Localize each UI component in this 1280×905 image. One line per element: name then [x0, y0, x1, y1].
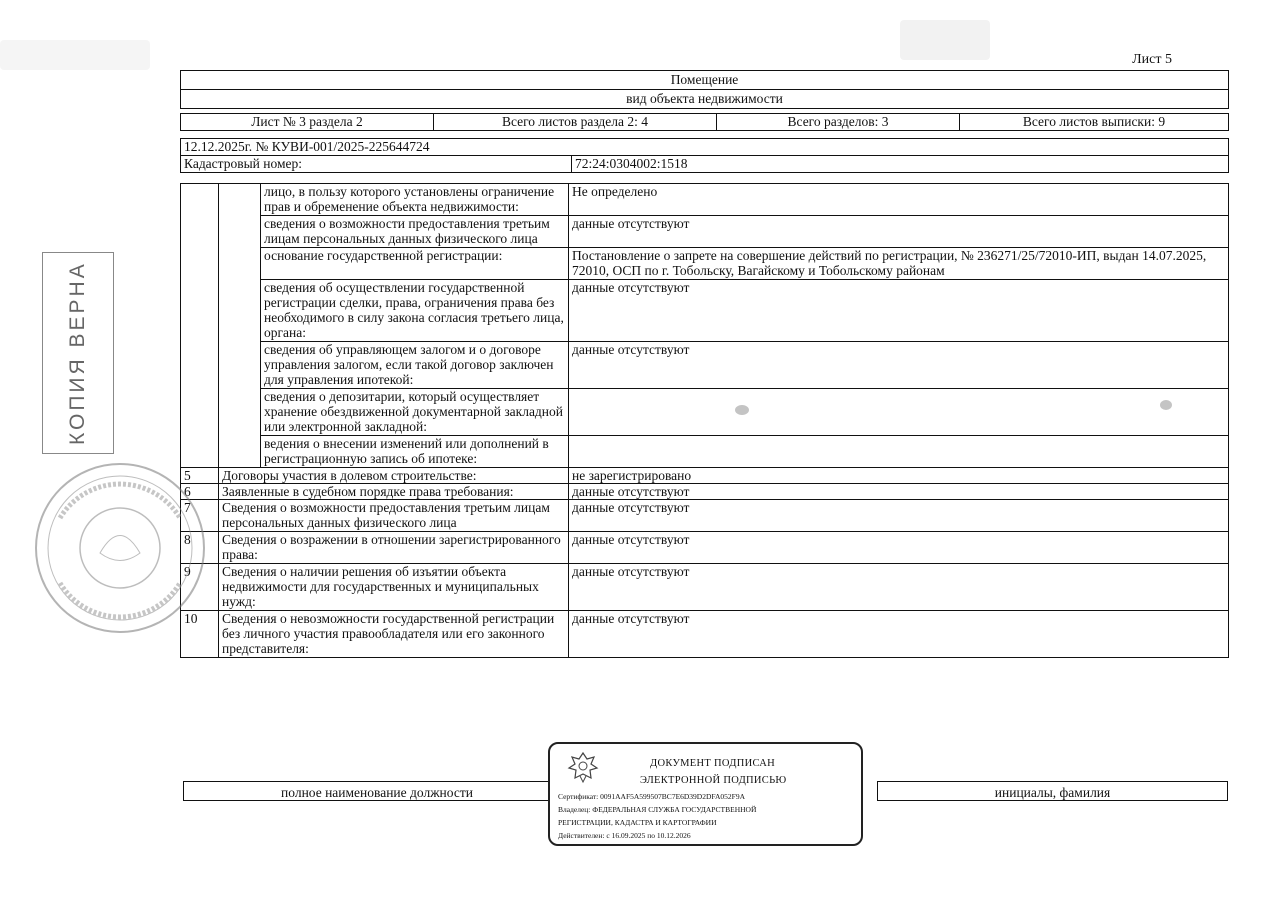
section-sheets-total: Всего листов раздела 2: 4: [434, 114, 717, 131]
row-label: Заявленные в судебном порядке права требования:: [219, 484, 569, 500]
cadastral-number: 72:24:0304002:1518: [572, 156, 1229, 173]
sub-row-label: сведения о возможности предоставления третьим лицам персональных данных физического лица: [261, 216, 569, 248]
sheet-of-section: Лист № 3 раздела 2: [181, 114, 434, 131]
stamp-title: ДОКУМЕНТ ПОДПИСАН: [650, 758, 776, 769]
extract-sheets-total: Всего листов выписки: 9: [960, 114, 1229, 131]
electronic-signature-stamp: [548, 742, 863, 846]
object-kind-label: вид объекта недвижимости: [181, 90, 1229, 109]
sub-row-value: Не определено: [569, 184, 1229, 216]
document-number: 12.12.2025г. № КУВИ-001/2025-225644724: [181, 139, 1229, 156]
row-label: Сведения о наличии решения об изъятии объекта недвижимости для государственных и муниципальных нужд:: [219, 564, 569, 611]
sub-row-value: Постановление о запрете на совершение действий по регистрации, № 236271/25/72010-ИП, выдан 14.07.2025, 72010, ОСП по г. Тобольску, Вагайскому и Тобольскому районам: [569, 248, 1229, 280]
row-label: Сведения о возможности предоставления третьим лицам персональных данных физического лица: [219, 500, 569, 532]
stamp-owner-line-2: РЕГИСТРАЦИИ, КАДАСТРА И КАРТОГРАФИИ: [558, 818, 717, 827]
sub-row-value: данные отсутствуют: [569, 216, 1229, 248]
row-number: 5: [181, 468, 219, 484]
row-value: данные отсутствуют: [569, 564, 1229, 611]
row-number: 8: [181, 532, 219, 564]
scan-speck: [1160, 400, 1172, 410]
stamp-certificate: Сертификат: 0091AAF5A599507BC7E6D39D2DFA052F9A: [558, 792, 746, 801]
row-number: 10: [181, 611, 219, 658]
row-number: 6: [181, 484, 219, 500]
row-number: 7: [181, 500, 219, 532]
row-value: не зарегистрировано: [569, 468, 1229, 484]
sub-row-value: данные отсутствуют: [569, 342, 1229, 389]
object-header: [180, 70, 1229, 109]
empty-num-cell: [181, 184, 219, 468]
row-number: 9: [181, 564, 219, 611]
sub-row-label: сведения об осуществлении государственной регистрации сделки, права, ограничения права без необходимого в силу закона согласия третьего лица, органа:: [261, 280, 569, 342]
object-title: Помещение: [181, 71, 1229, 90]
scan-speck: [735, 405, 749, 415]
copy-certified-stamp: [42, 252, 114, 454]
scan-speck: [0, 40, 150, 70]
sub-row-label: основание государственной регистрации:: [261, 248, 569, 280]
sections-total: Всего разделов: 3: [717, 114, 960, 131]
sub-row-label: сведения об управляющем залогом и о договоре управления залогом, если такой договор заключен для управления ипотекой:: [261, 342, 569, 389]
sub-row-value: [569, 389, 1229, 436]
sub-row-label: ведения о внесении изменений или дополнений в регистрационную запись об ипотеке:: [261, 436, 569, 468]
sub-row-label: лицо, в пользу которого установлены ограничение прав и обременение объекта недвижимости:: [261, 184, 569, 216]
stamp-validity: Действителен: с 16.09.2025 по 10.12.2026: [558, 831, 691, 840]
eagle-emblem-icon: [566, 750, 600, 784]
sub-row-value: данные отсутствуют: [569, 280, 1229, 342]
sheet-number: Лист 5: [1132, 52, 1172, 67]
records-table: [180, 183, 1229, 658]
row-value: данные отсутствуют: [569, 500, 1229, 532]
row-label: Сведения о возражении в отношении зарегистрированного права:: [219, 532, 569, 564]
row-label: Договоры участия в долевом строительстве:: [219, 468, 569, 484]
row-value: данные отсутствуют: [569, 484, 1229, 500]
cadastral-label: Кадастровый номер:: [181, 156, 572, 173]
stamp-subtitle: ЭЛЕКТРОННОЙ ПОДПИСЬЮ: [640, 775, 787, 786]
row-label: Сведения о невозможности государственной регистрации без личного участия правообладателя или его законного представителя:: [219, 611, 569, 658]
document-meta: [180, 138, 1229, 173]
round-seal-icon: [30, 458, 210, 638]
row-value: данные отсутствуют: [569, 532, 1229, 564]
empty-sub-num-cell: [219, 184, 261, 468]
scan-speck: [900, 20, 990, 60]
copy-certified-text: КОПИЯ ВЕРНА: [66, 261, 89, 445]
row-value: данные отсутствуют: [569, 611, 1229, 658]
sub-row-label: сведения о депозитарии, который осуществляет хранение обездвиженной документарной закладной или электронной закладной:: [261, 389, 569, 436]
name-caption: инициалы, фамилия: [878, 782, 1228, 801]
sheet-info-bar: [180, 113, 1229, 131]
position-caption: полное наименование должности: [184, 782, 571, 801]
stamp-owner-line-1: Владелец: ФЕДЕРАЛЬНАЯ СЛУЖБА ГОСУДАРСТВЕННОЙ: [558, 805, 757, 814]
sub-row-value: [569, 436, 1229, 468]
